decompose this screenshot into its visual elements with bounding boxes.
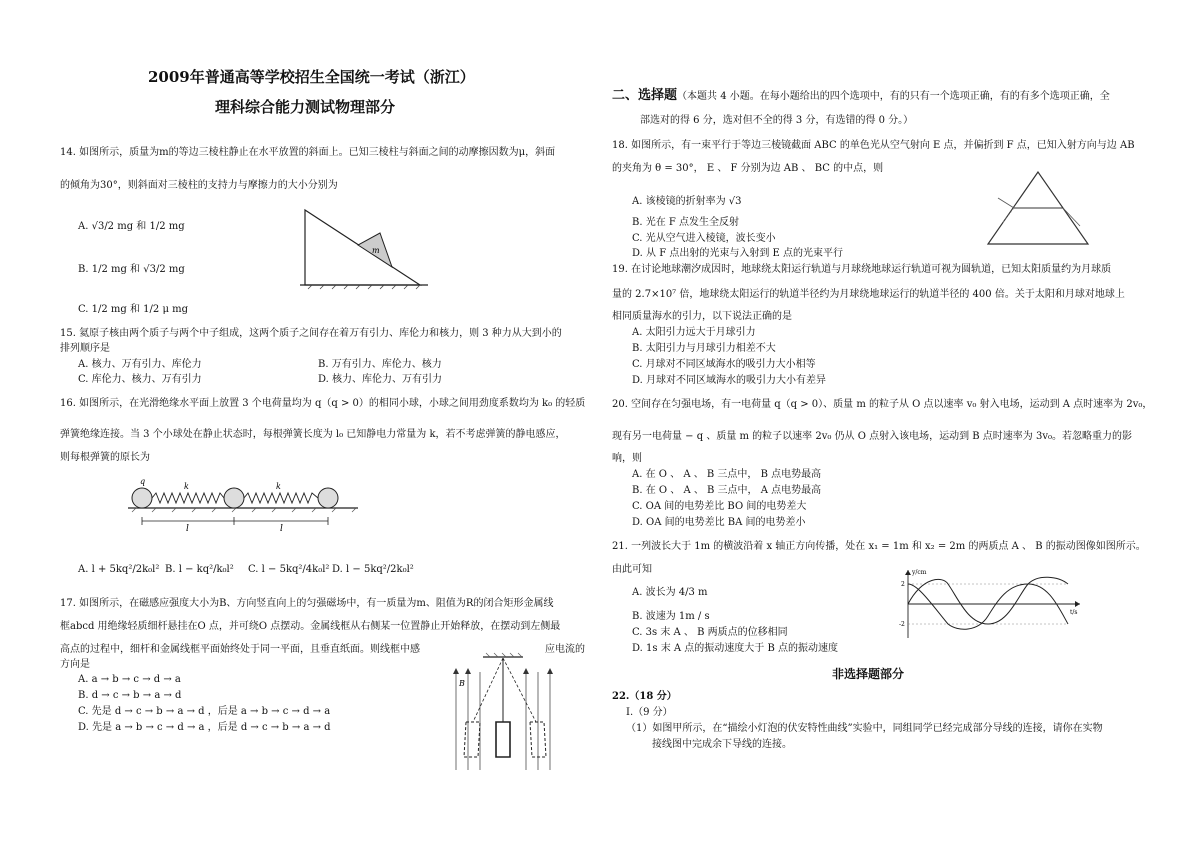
q21-option-b: B. 波速为 1m / s bbox=[632, 611, 710, 622]
q16-fig-q1: q bbox=[140, 477, 146, 486]
q17-stem-line3b: 应电流的 bbox=[545, 644, 585, 655]
q21-stem-line1: 21. 一列波长大于 1m 的横波沿着 x 轴正方向传播，处在 x₁ = 1m 和 x₂ = 2m 的两质点 A 、 B 的振动图像如图所示。 bbox=[612, 541, 1146, 552]
q19-option-c: C. 月球对不同区域海水的吸引力大小相等 bbox=[632, 359, 816, 370]
q16-option-c: C. l − 5kq²/4k₀l² bbox=[248, 564, 330, 575]
nonchoice-heading: 非选择题部分 bbox=[832, 667, 905, 681]
q17-fig-b-label: B bbox=[459, 679, 465, 688]
q21-vibration-graph bbox=[898, 566, 1088, 642]
q17-stem-line4: 方向是 bbox=[60, 659, 90, 670]
q22-part1-line2: 接线图中完成余下导线的连接。 bbox=[652, 739, 792, 750]
q21-fig-y-label: y/cm bbox=[912, 569, 927, 576]
section2-title bbox=[612, 84, 1110, 103]
q16-stem-line2: 弹簧绝缘连接。当 3 个小球处在静止状态时，每根弹簧长度为 l₀ 已知静电力常量为 k，若不考虑弹簧的静电感应， bbox=[60, 429, 566, 440]
q18-stem-line2: 的夹角为 θ = 30°， E 、 F 分别为边 AB 、 BC 的中点，则 bbox=[612, 163, 884, 174]
q17-stem-line1: 17. 如图所示，在磁感应强度大小为B、方向竖直向上的匀强磁场中，有一质量为m、阻值为R的闭合矩形金属线 bbox=[60, 598, 554, 609]
q22-heading: 22.（18 分） bbox=[612, 691, 677, 702]
q16-fig-k2: k bbox=[276, 482, 281, 491]
q18-option-d: D. 从 F 点出射的光束与入射到 E 点的光束平行 bbox=[632, 248, 843, 259]
q16-fig-l2: l bbox=[280, 524, 283, 534]
q17-stem-line2: 框abcd 用绝缘轻质细杆悬挂在O 点，并可绕O 点摆动。金属线框从右侧某一位置静止开始释放，在摆动到左侧最 bbox=[60, 621, 561, 632]
q17-option-c: C. 先是 d → c → b → a → d ，后是 a → b → c → d → a bbox=[78, 706, 331, 717]
q22-part1-line1: （1）如图甲所示，在“描绘小灯泡的伏安特性曲线”实验中，同组同学已经完成部分导线的连接，请你在实物 bbox=[626, 723, 1103, 734]
q19-option-a: A. 太阳引力远大于月球引力 bbox=[632, 327, 756, 338]
q16-option-d: D. l − 5kq²/2k₀l² bbox=[332, 564, 414, 575]
q14-incline-figure bbox=[300, 205, 430, 290]
q14-option-c: C. 1/2 mg 和 1/2 μ mg bbox=[78, 304, 188, 315]
q20-option-b: B. 在 O 、 A 、 B 三点中， A 点电势最高 bbox=[632, 485, 822, 496]
q14-stem-line1: 14. 如图所示，质量为m的等边三棱柱静止在水平放置的斜面上。已知三棱柱与斜面之间的动摩擦因数为μ，斜面 bbox=[60, 147, 556, 158]
q15-option-b: B. 万有引力、库伦力、核力 bbox=[318, 359, 442, 370]
q14-option-a: A. √3/2 mg 和 1/2 mg bbox=[78, 221, 185, 232]
q19-stem-line2: 量的 2.7×10⁷ 倍，地球绕太阳运行的轨道半径约为月球绕地球运行的轨道半径的 400 倍。关于太阳和月球对地球上 bbox=[612, 289, 1125, 300]
q20-option-a: A. 在 O 、 A 、 B 三点中， B 点电势最高 bbox=[632, 469, 822, 480]
q22-part1-heading: Ⅰ.（9 分） bbox=[626, 707, 673, 718]
q16-springs-figure bbox=[128, 475, 358, 535]
section2-note-line2: 部选对的得 6 分，选对但不全的得 3 分，有选错的得 0 分。） bbox=[640, 115, 914, 126]
q14-stem-line2: 的倾角为30°，则斜面对三棱柱的支持力与摩擦力的大小分别为 bbox=[60, 180, 338, 191]
q21-stem-line2: 由此可知 bbox=[612, 564, 652, 575]
q21-fig-y2: 2 bbox=[901, 581, 905, 588]
section2-title-text: 二、选择题 bbox=[612, 88, 678, 103]
q19-option-b: B. 太阳引力与月球引力相差不大 bbox=[632, 343, 776, 354]
q16-stem-line1: 16. 如图所示，在光滑绝缘水平面上放置 3 个电荷量均为 q（q > 0）的相同小球，小球之间用劲度系数均为 k₀ 的轻质 bbox=[60, 398, 586, 409]
q16-stem-line3: 则每根弹簧的原长为 bbox=[60, 452, 150, 463]
q21-fig-yn2: -2 bbox=[899, 621, 905, 628]
q15-stem-line1: 15. 氦原子核由两个质子与两个中子组成，这两个质子之间存在着万有引力、库伦力和核力，则 3 种力从大到小的 bbox=[60, 328, 562, 339]
q14-option-b: B. 1/2 mg 和 √3/2 mg bbox=[78, 264, 185, 275]
q20-stem-line1: 20. 空间存在匀强电场，有一电荷量 q（q > 0）、质量 m 的粒子从 O 点以速率 v₀ 射入电场，运动到 A 点时速率为 2v₀， bbox=[612, 399, 1153, 410]
q16-option-b: B. l − kq²/k₀l² bbox=[165, 564, 234, 575]
q17-option-a: A. a → b → c → d → a bbox=[78, 674, 181, 685]
section2-note-line1: （本题共 4 小题。在每小题给出的四个选项中，有的只有一个选项正确，有的有多个选项正确，全 bbox=[677, 91, 1110, 102]
exam-subtitle: 理科综合能力测试物理部分 bbox=[215, 98, 396, 116]
q16-fig-l1: l bbox=[186, 524, 189, 534]
q15-option-c: C. 库伦力、核力、万有引力 bbox=[78, 374, 202, 385]
q17-option-d: D. 先是 a → b → c → d → a ，后是 d → c → b → a → d bbox=[78, 722, 331, 733]
q20-option-c: C. OA 间的电势差比 BO 间的电势差大 bbox=[632, 501, 807, 512]
q15-stem-line2: 排列顺序是 bbox=[60, 343, 110, 354]
q18-option-a: A. 该棱镜的折射率为 √3 bbox=[632, 196, 742, 207]
q17-stem-line3: 高点的过程中，细杆和金属线框平面始终处于同一平面，且垂直纸面。则线框中感 bbox=[60, 644, 420, 655]
q15-option-d: D. 核力、库伦力、万有引力 bbox=[318, 374, 443, 385]
q14-fig-label-m: m bbox=[372, 246, 380, 255]
q18-option-c: C. 光从空气进入棱镜，波长变小 bbox=[632, 233, 776, 244]
q20-option-d: D. OA 间的电势差比 BA 间的电势差小 bbox=[632, 517, 806, 528]
q21-fig-t-label: t/s bbox=[1070, 609, 1078, 616]
q18-stem-line1: 18. 如图所示，有一束平行于等边三棱镜截面 ABC 的单色光从空气射向 E 点，并偏折到 F 点，已知入射方向与边 AB bbox=[612, 140, 1135, 151]
q17-option-b: B. d → c → b → a → d bbox=[78, 690, 182, 701]
q20-stem-line3: 响，则 bbox=[612, 453, 642, 464]
exam-title: 2009年普通高等学校招生全国统一考试（浙江） bbox=[148, 68, 475, 86]
q16-fig-k1: k bbox=[184, 482, 189, 491]
q21-option-a: A. 波长为 4/3 m bbox=[632, 587, 708, 598]
q20-stem-line2: 现有另一电荷量 − q 、质量 m 的粒子以速率 2v₀ 仍从 O 点射入该电场，运动到 B 点时速率为 3v₀。若忽略重力的影 bbox=[612, 431, 1132, 442]
q21-option-c: C. 3s 末 A 、 B 两质点的位移相同 bbox=[632, 627, 788, 638]
q19-stem-line3: 相同质量海水的引力，以下说法正确的是 bbox=[612, 311, 792, 322]
q16-option-a: A. l + 5kq²/2k₀l² bbox=[78, 564, 160, 575]
q21-option-d: D. 1s 末 A 点的振动速度大于 B 点的振动速度 bbox=[632, 643, 838, 654]
q18-prism-figure bbox=[980, 168, 1095, 250]
q19-stem-line1: 19. 在讨论地球潮汐成因时，地球绕太阳运行轨道与月球绕地球运行轨道可视为圆轨道，已知太阳质量约为月球质 bbox=[612, 264, 1112, 275]
q17-pendulum-frame-figure bbox=[448, 652, 558, 772]
q19-option-d: D. 月球对不同区域海水的吸引力大小有差异 bbox=[632, 375, 827, 386]
q18-option-b: B. 光在 F 点发生全反射 bbox=[632, 217, 740, 228]
q15-option-a: A. 核力、万有引力、库伦力 bbox=[78, 359, 202, 370]
